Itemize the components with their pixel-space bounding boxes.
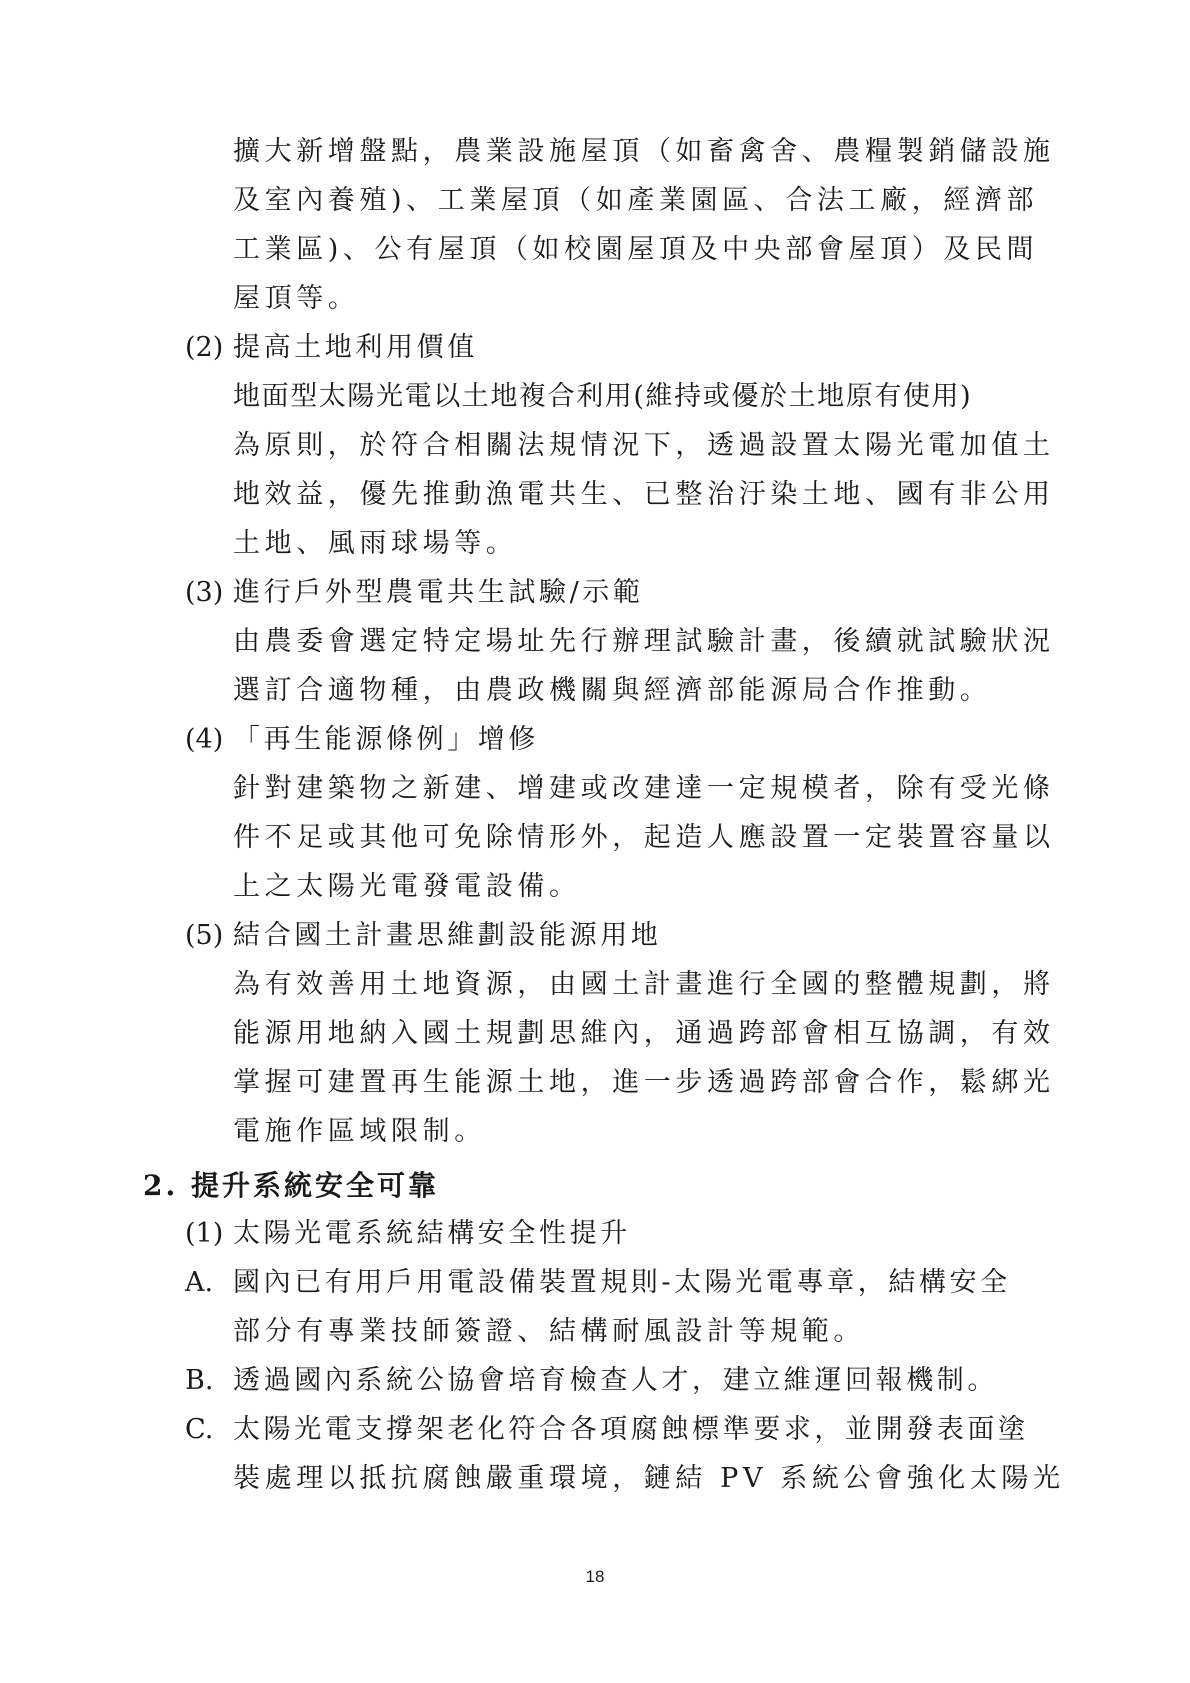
- body-line: 太陽光電支撐架老化符合各項腐蝕標準要求，並開發表面塗: [233, 1414, 1029, 1445]
- item-title: 進行戶外型農電共生試驗/示範: [233, 577, 644, 608]
- item-title: 結合國土計畫思維劃設能源用地: [233, 920, 662, 951]
- body-line: 土地、風雨球場等。: [233, 528, 518, 559]
- list-item-heading: [185, 918, 661, 954]
- list-item-heading: [185, 1216, 631, 1252]
- page-number: 18: [585, 1567, 605, 1586]
- item-number: (3): [185, 577, 224, 608]
- item-number: (2): [185, 332, 224, 363]
- body-line: 及室內養殖)、工業屋頂（如產業園區、合法工廠，經濟部: [233, 185, 1039, 216]
- body-line: 擴大新增盤點，農業設施屋頂（如畜禽舍、農糧製銷儲設施: [233, 136, 1055, 167]
- body-line: 屋頂等。: [233, 283, 360, 314]
- item-label: C.: [185, 1414, 214, 1445]
- body-line: 針對建築物之新建、增建或改建達一定規模者，除有受光條: [233, 773, 1055, 804]
- item-number: (1): [185, 1218, 224, 1249]
- body-line: 部分有專業技師簽證、結構耐風設計等規範。: [233, 1316, 865, 1347]
- section-heading: 2. 提升系統安全可靠: [143, 1169, 439, 1202]
- item-label: B.: [185, 1365, 214, 1396]
- list-item-C: [185, 1412, 1029, 1448]
- item-number: (5): [185, 920, 224, 951]
- list-item-heading: [185, 330, 478, 366]
- body-line: 上之太陽光電發電設備。: [233, 871, 581, 902]
- item-label: A.: [185, 1267, 214, 1298]
- body-line: 電施作區域限制。: [233, 1116, 486, 1147]
- body-line: 掌握可建置再生能源土地，進一步透過跨部會合作，鬆綁光: [233, 1067, 1055, 1098]
- list-item-heading: [185, 575, 644, 611]
- body-line: 由農委會選定特定場址先行辦理試驗計畫，後續就試驗狀況: [233, 626, 1055, 657]
- list-item-heading: [185, 722, 539, 758]
- list-item-A: [185, 1265, 1011, 1301]
- body-line: 件不足或其他可免除情形外，起造人應設置一定裝置容量以: [233, 822, 1055, 853]
- body-line: 地效益，優先推動漁電共生、已整治汙染土地、國有非公用: [233, 479, 1055, 510]
- body-line: 地面型太陽光電以土地複合利用(維持或優於土地原有使用): [233, 381, 973, 412]
- body-line: 透過國內系統公協會培育檢查人才，建立維運回報機制。: [233, 1365, 998, 1396]
- body-line: 選訂合適物種，由農政機關與經濟部能源局合作推動。: [233, 675, 992, 706]
- body-line: 裝處理以抵抗腐蝕嚴重環境，鏈結 PV 系統公會強化太陽光: [233, 1463, 1065, 1494]
- body-line: 國內已有用戶用電設備裝置規則-太陽光電專章，結構安全: [233, 1267, 1011, 1298]
- item-number: (4): [185, 724, 224, 755]
- body-line: 為有效善用土地資源，由國土計畫進行全國的整體規劃，將: [233, 969, 1055, 1000]
- body-line: 為原則，於符合相關法規情況下，透過設置太陽光電加值土: [233, 430, 1055, 461]
- list-item-B: [185, 1363, 998, 1399]
- body-line: 能源用地納入國土規劃思維內，通過跨部會相互協調，有效: [233, 1018, 1055, 1049]
- body-line: 工業區)、公有屋頂（如校園屋頂及中央部會屋頂）及民間: [233, 234, 1039, 265]
- item-title: 提高土地利用價值: [233, 332, 478, 363]
- item-title: 「再生能源條例」增修: [233, 724, 539, 755]
- item-title: 太陽光電系統結構安全性提升: [233, 1218, 631, 1249]
